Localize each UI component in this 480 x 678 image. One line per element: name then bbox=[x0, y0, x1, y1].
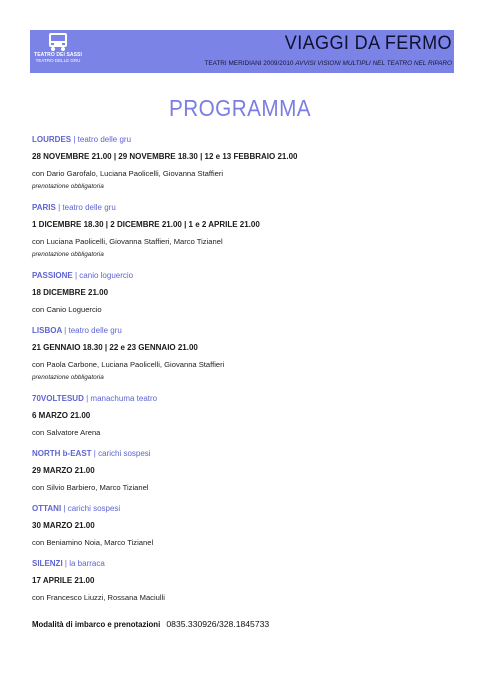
event-dates: 18 DICEMBRE 21.00 bbox=[32, 288, 109, 297]
event-item bbox=[32, 134, 452, 192]
event-dates: 28 NOVEMBRE 21.00 | 29 NOVEMBRE 18.30 | 12 e 13 FEBBRAIO 21.00 bbox=[32, 152, 298, 161]
event-name: PASSIONE bbox=[32, 271, 73, 280]
event-title bbox=[32, 270, 452, 281]
event-cast: con Paola Carbone, Luciana Paolicelli, Giovanna Staffieri bbox=[32, 360, 225, 369]
logo-line2: TEATRO DELLE GRU bbox=[35, 58, 81, 63]
event-dates: 1 DICEMBRE 18.30 | 2 DICEMBRE 21.00 | 1 e 2 APRILE 21.00 bbox=[32, 220, 260, 229]
subtitle-main: TEATRI MERIDIANI 2009/2010 bbox=[204, 60, 294, 67]
event-item bbox=[32, 393, 452, 438]
event-item bbox=[32, 448, 452, 493]
event-venue: canio loguercio bbox=[79, 271, 134, 280]
event-venue: teatro delle gru bbox=[62, 203, 116, 212]
event-venue: carichi sospesi bbox=[67, 504, 121, 513]
page-title: VIAGGI DA FERMO bbox=[284, 33, 452, 54]
event-separator: | bbox=[86, 394, 89, 403]
event-cast: con Silvio Barbiero, Marco Tizianel bbox=[32, 483, 149, 492]
event-title bbox=[32, 448, 452, 459]
event-name: LISBOA bbox=[32, 326, 62, 335]
booking-phone: 0835.330926/328.1845733 bbox=[166, 619, 270, 629]
event-title bbox=[32, 134, 452, 145]
event-dates: 17 APRILE 21.00 bbox=[32, 576, 95, 585]
event-dates: 29 MARZO 21.00 bbox=[32, 466, 95, 475]
event-name: PARIS bbox=[32, 203, 56, 212]
bus-icon bbox=[47, 32, 69, 52]
event-separator: | bbox=[73, 135, 76, 144]
event-name: 70VOLTESUD bbox=[32, 394, 84, 403]
event-title bbox=[32, 558, 452, 569]
event-note: prenotazione obbligatoria bbox=[32, 251, 104, 258]
event-item bbox=[32, 270, 452, 315]
event-venue: carichi sospesi bbox=[98, 449, 151, 458]
event-cast: con Dario Garofalo, Luciana Paolicelli, Giovanna Staffieri bbox=[32, 169, 224, 178]
event-venue: la barraca bbox=[69, 559, 105, 568]
event-dates: 21 GENNAIO 18.30 | 22 e 23 GENNAIO 21.00 bbox=[32, 343, 198, 352]
event-separator: | bbox=[58, 203, 61, 212]
event-title bbox=[32, 202, 452, 213]
event-list bbox=[32, 134, 452, 613]
event-separator: | bbox=[74, 271, 78, 280]
event-cast: con Luciana Paolicelli, Giovanna Staffieri, Marco Tizianel bbox=[32, 237, 223, 246]
event-item bbox=[32, 503, 452, 548]
event-separator: | bbox=[93, 449, 96, 458]
event-dates: 6 MARZO 21.00 bbox=[32, 411, 91, 420]
event-separator: | bbox=[64, 559, 67, 568]
event-item bbox=[32, 202, 452, 260]
programma-heading: PROGRAMMA bbox=[168, 95, 312, 121]
page-subtitle bbox=[204, 60, 452, 67]
event-cast: con Francesco Liuzzi, Rossana Maciulli bbox=[32, 593, 165, 602]
event-item bbox=[32, 558, 452, 603]
event-title bbox=[32, 393, 452, 404]
logo-line1: TEATRO DEI SASSI bbox=[34, 52, 82, 58]
event-dates: 30 MARZO 21.00 bbox=[32, 521, 95, 530]
event-name: LOURDES bbox=[32, 135, 72, 144]
event-title bbox=[32, 325, 452, 336]
event-name: SILENZI bbox=[32, 559, 63, 568]
event-item bbox=[32, 325, 452, 383]
event-cast: con Canio Loguercio bbox=[32, 305, 102, 314]
event-title bbox=[32, 503, 452, 514]
event-note: prenotazione obbligatoria bbox=[32, 183, 104, 190]
logo bbox=[30, 30, 86, 73]
event-separator: | bbox=[64, 326, 67, 335]
event-name: NORTH b-EAST bbox=[32, 449, 92, 458]
event-cast: con Salvatore Arena bbox=[32, 428, 101, 437]
event-name: OTTANI bbox=[32, 504, 62, 513]
event-note: prenotazione obbligatoria bbox=[32, 374, 104, 381]
event-venue: teatro delle gru bbox=[68, 326, 122, 335]
event-separator: | bbox=[63, 504, 66, 513]
event-venue: teatro delle gru bbox=[77, 135, 132, 144]
event-cast: con Beniamino Noia, Marco Tizianel bbox=[32, 538, 154, 547]
booking-info bbox=[32, 619, 269, 629]
booking-label: Modalità di imbarco e prenotazioni bbox=[32, 620, 161, 629]
event-venue: manachuma teatro bbox=[90, 394, 158, 403]
subtitle-italic: AVVISI VISIONI MULTIPLI NEL TEATRO NEL RIPARO bbox=[295, 60, 452, 67]
